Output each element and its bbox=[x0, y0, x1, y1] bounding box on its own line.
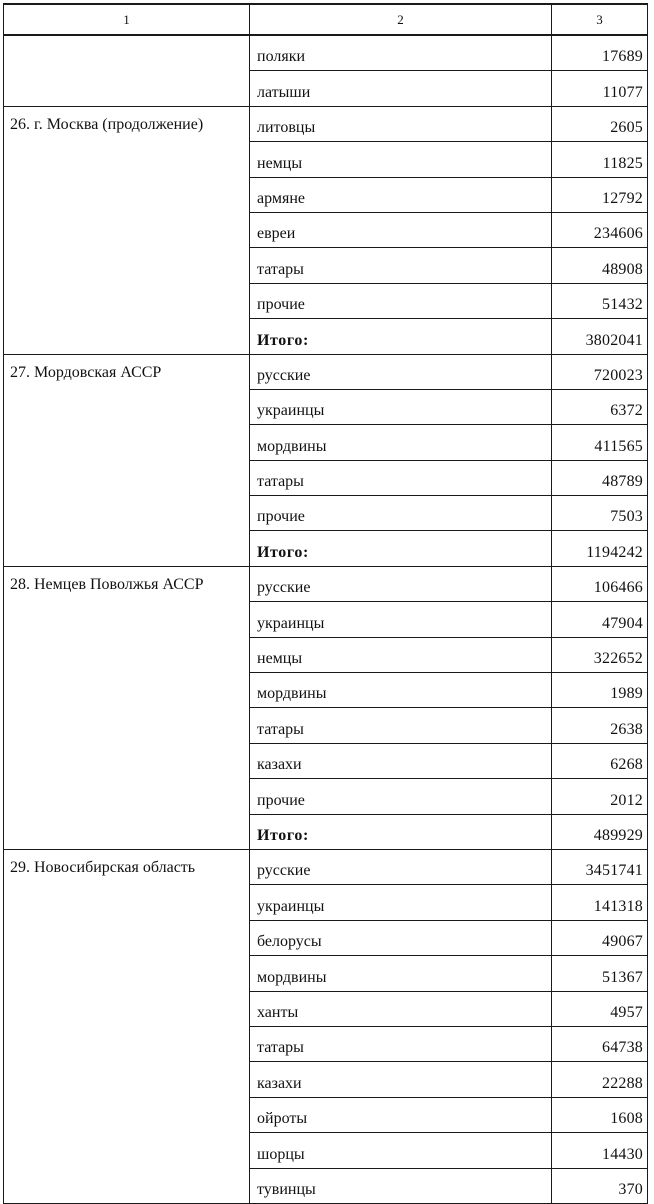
population-cell: 22288 bbox=[552, 1062, 648, 1097]
population-cell: 47904 bbox=[552, 602, 648, 637]
nationality-cell: прочие bbox=[250, 283, 552, 318]
nationality-cell: прочие bbox=[250, 496, 552, 531]
column-header-1: 1 bbox=[4, 4, 250, 35]
total-value: 3802041 bbox=[552, 319, 648, 354]
population-cell: 2638 bbox=[552, 708, 648, 743]
nationality-cell: татары bbox=[250, 248, 552, 283]
table-header-row bbox=[4, 4, 648, 35]
nationality-cell: татары bbox=[250, 708, 552, 743]
population-cell: 234606 bbox=[552, 212, 648, 247]
region-name: 26. г. Москва (продолжение) bbox=[4, 106, 250, 354]
table-body bbox=[4, 35, 648, 1203]
nationality-cell: латыши bbox=[250, 71, 552, 106]
population-cell: 48789 bbox=[552, 460, 648, 495]
region-name bbox=[4, 35, 250, 106]
population-cell: 14430 bbox=[552, 1133, 648, 1168]
nationality-cell: поляки bbox=[250, 35, 552, 71]
population-cell: 17689 bbox=[552, 35, 648, 71]
region-name: 27. Мордовская АССР bbox=[4, 354, 250, 566]
nationality-cell: ханты bbox=[250, 991, 552, 1026]
population-cell: 4957 bbox=[552, 991, 648, 1026]
nationality-cell: казахи bbox=[250, 743, 552, 778]
nationality-cell: русские bbox=[250, 354, 552, 389]
nationality-cell: шорцы bbox=[250, 1133, 552, 1168]
document-page bbox=[3, 3, 647, 1204]
nationality-cell: прочие bbox=[250, 779, 552, 814]
nationality-cell: белорусы bbox=[250, 920, 552, 955]
population-cell: 411565 bbox=[552, 425, 648, 460]
population-cell: 1608 bbox=[552, 1097, 648, 1132]
table-row bbox=[4, 35, 648, 71]
total-value: 489929 bbox=[552, 814, 648, 849]
total-label: Итого: bbox=[250, 814, 552, 849]
table-row bbox=[4, 566, 648, 601]
population-cell: 3451741 bbox=[552, 849, 648, 884]
nationality-cell: татары bbox=[250, 1026, 552, 1061]
nationality-cell: мордвины bbox=[250, 956, 552, 991]
population-cell: 1989 bbox=[552, 673, 648, 708]
nationality-cell: русские bbox=[250, 849, 552, 884]
nationality-cell: украинцы bbox=[250, 389, 552, 424]
nationality-cell: армяне bbox=[250, 177, 552, 212]
population-cell: 51432 bbox=[552, 283, 648, 318]
population-cell: 12792 bbox=[552, 177, 648, 212]
population-cell: 720023 bbox=[552, 354, 648, 389]
population-cell: 11825 bbox=[552, 142, 648, 177]
region-name: 29. Новосибирская область bbox=[4, 849, 250, 1203]
nationality-cell: украинцы bbox=[250, 602, 552, 637]
census-table bbox=[3, 3, 648, 1204]
nationality-cell: ойроты bbox=[250, 1097, 552, 1132]
population-cell: 2605 bbox=[552, 106, 648, 141]
population-cell: 48908 bbox=[552, 248, 648, 283]
population-cell: 51367 bbox=[552, 956, 648, 991]
nationality-cell: немцы bbox=[250, 637, 552, 672]
table-row bbox=[4, 354, 648, 389]
population-cell: 106466 bbox=[552, 566, 648, 601]
population-cell: 6268 bbox=[552, 743, 648, 778]
population-cell: 7503 bbox=[552, 496, 648, 531]
population-cell: 49067 bbox=[552, 920, 648, 955]
nationality-cell: немцы bbox=[250, 142, 552, 177]
nationality-cell: евреи bbox=[250, 212, 552, 247]
nationality-cell: казахи bbox=[250, 1062, 552, 1097]
nationality-cell: тувинцы bbox=[250, 1168, 552, 1203]
nationality-cell: мордвины bbox=[250, 673, 552, 708]
nationality-cell: мордвины bbox=[250, 425, 552, 460]
total-label: Итого: bbox=[250, 531, 552, 566]
table-row bbox=[4, 849, 648, 884]
nationality-cell: украинцы bbox=[250, 885, 552, 920]
nationality-cell: татары bbox=[250, 460, 552, 495]
population-cell: 2012 bbox=[552, 779, 648, 814]
region-name: 28. Немцев Поволжья АССР bbox=[4, 566, 250, 849]
table-row bbox=[4, 106, 648, 141]
population-cell: 11077 bbox=[552, 71, 648, 106]
column-header-2: 2 bbox=[250, 4, 552, 35]
population-cell: 6372 bbox=[552, 389, 648, 424]
nationality-cell: русские bbox=[250, 566, 552, 601]
population-cell: 64738 bbox=[552, 1026, 648, 1061]
population-cell: 370 bbox=[552, 1168, 648, 1203]
column-header-3: 3 bbox=[552, 4, 648, 35]
nationality-cell: литовцы bbox=[250, 106, 552, 141]
population-cell: 141318 bbox=[552, 885, 648, 920]
population-cell: 322652 bbox=[552, 637, 648, 672]
total-label: Итого: bbox=[250, 319, 552, 354]
total-value: 1194242 bbox=[552, 531, 648, 566]
